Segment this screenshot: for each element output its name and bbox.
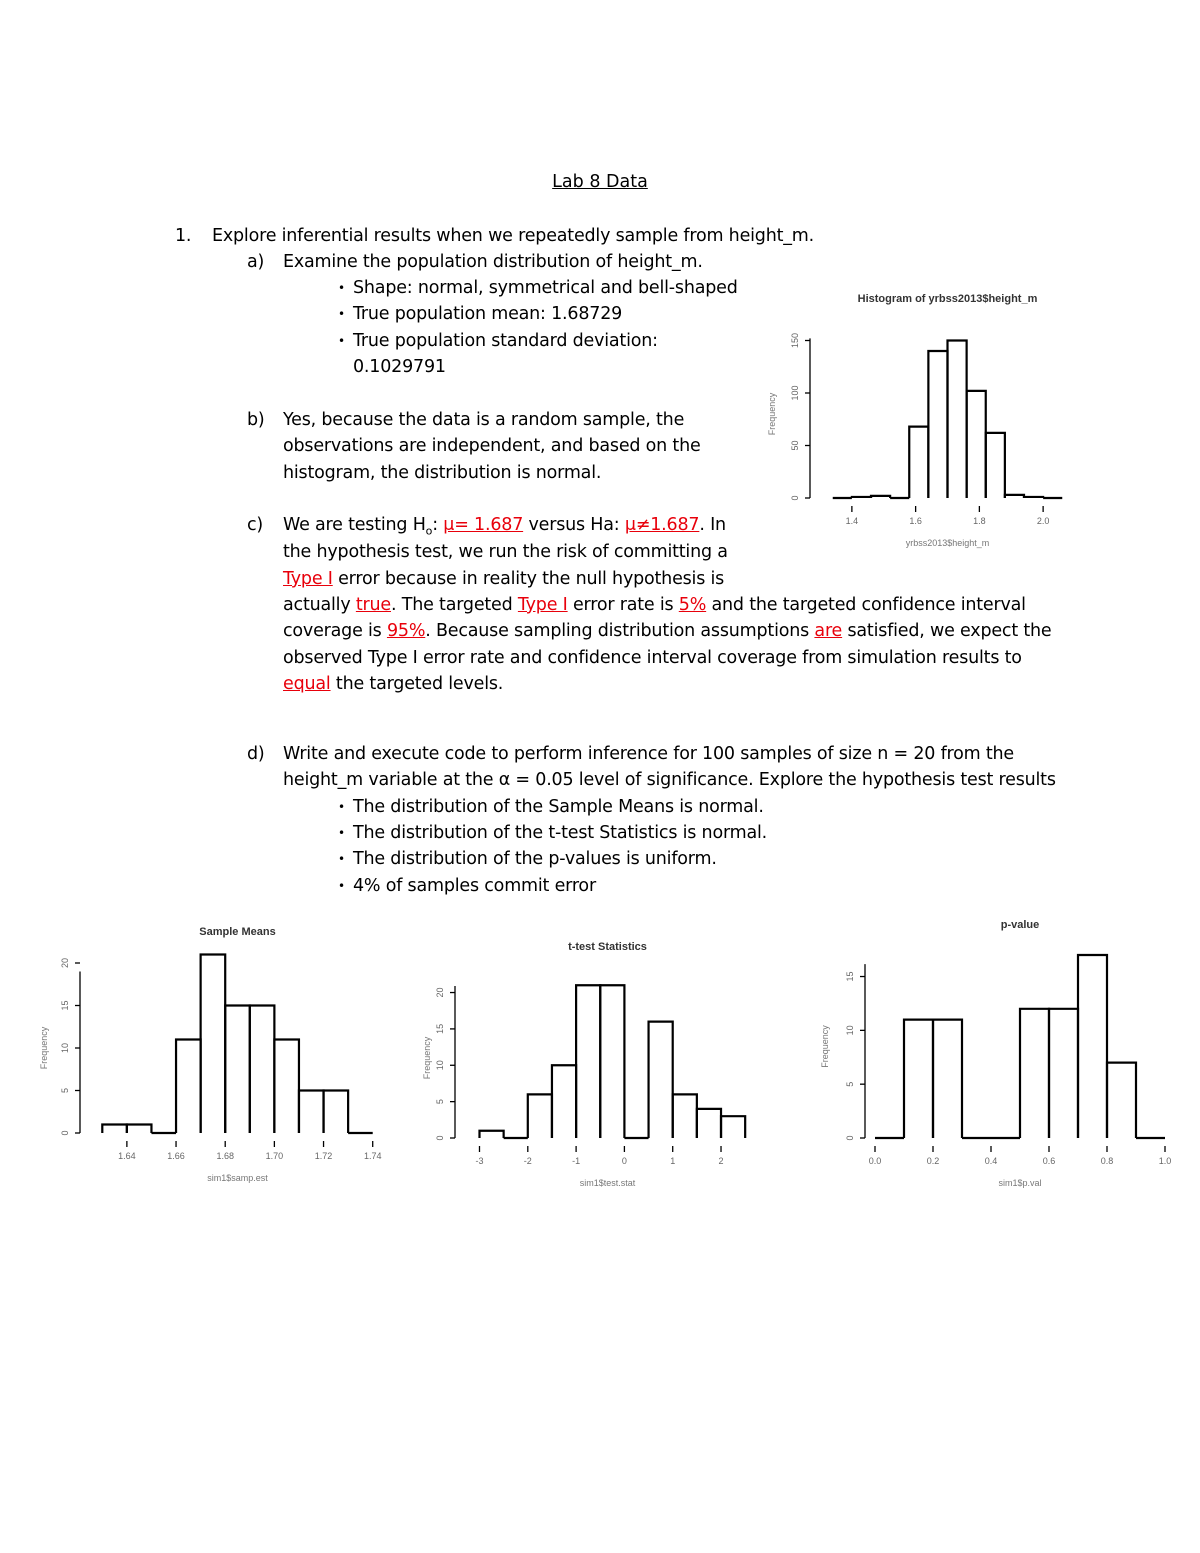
y-tick-label: 10 [845,1025,855,1036]
histogram-bar [176,1040,201,1134]
x-tick-label: 0.2 [926,1156,940,1166]
part-c-line-3: Type I error because in reality the null hypothesis is [283,569,725,589]
bullet-icon: • [338,334,346,348]
part-a-bullet-1: Shape: normal, symmetrical and bell-shaped [353,278,738,298]
part-a-text: Examine the population distribution of height_m. [283,252,703,272]
histogram-bar [649,1022,673,1138]
x-axis-label: sim1$test.stat [579,1178,636,1188]
x-tick-label: 1.6 [909,516,922,526]
x-tick-label: 1.4 [845,516,859,526]
y-tick-label: 5 [845,1081,855,1087]
y-axis-label: Frequency [39,1026,49,1070]
y-tick-label: 150 [790,332,800,349]
y-tick-label: 15 [435,1023,445,1034]
x-tick-label: 1.8 [973,516,986,526]
chart-title: Sample Means [199,926,276,938]
bullet-icon: • [338,307,346,321]
histogram-bar [528,1094,552,1138]
histogram-bar [102,1125,127,1134]
x-tick-label: 0.4 [984,1156,998,1166]
part-d-bullet-2: The distribution of the t-test Statistics is normal. [353,823,768,843]
y-tick-label: 20 [435,987,445,998]
histogram-bar [909,427,928,498]
x-tick-label: -2 [523,1156,532,1166]
histogram-bar [479,1131,503,1138]
histogram-bar [324,1091,349,1134]
histogram-bar [600,985,624,1138]
part-a-bullet-3-value: 0.1029791 [353,357,446,377]
part-b-line-2: observations are independent, and based on the [283,436,701,456]
x-tick-label: 1.64 [118,1151,136,1161]
y-tick-label: 0 [845,1135,855,1141]
histogram-bar [852,497,871,498]
bullet-icon: • [338,879,346,893]
x-tick-label: 0.8 [1100,1156,1114,1166]
x-tick-label: 1.0 [1158,1156,1172,1166]
part-a-bullet-3: True population standard deviation: [353,331,658,351]
part-d-bullet-4: 4% of samples commit error [353,876,596,896]
histogram-bar [1024,497,1043,498]
sample-means-histogram [35,915,405,1195]
histogram-bar [1107,1063,1136,1138]
y-tick-label: 100 [790,385,800,401]
histogram-bar [127,1125,152,1134]
x-tick-label: 0.6 [1042,1156,1056,1166]
document-title: Lab 8 Data [552,172,648,192]
y-axis-label: Frequency [422,1036,432,1080]
histogram-bar [928,351,947,498]
histogram-bar [576,985,600,1138]
x-axis-label: sim1$p.val [998,1178,1042,1188]
histogram-bar [986,433,1005,498]
histogram-bar [673,1094,697,1138]
histogram-bar [225,1006,250,1134]
histogram-bar [967,391,986,498]
y-tick-label: 5 [435,1099,445,1105]
x-tick-label: 0 [621,1156,627,1166]
histogram-bar [1005,495,1024,498]
part-a-bullet-2: True population mean: 1.68729 [353,304,623,324]
part-c-line-4: actually true. The targeted Type I error rate is 5% and the targeted confidence interval [283,595,1026,615]
part-b-line-3: histogram, the distribution is normal. [283,463,602,483]
bullet-icon: • [338,852,346,866]
part-d-label: d) [247,744,265,764]
y-tick-label: 20 [60,957,70,969]
part-d-line-1: Write and execute code to perform inference for 100 samples of size n = 20 from the [283,744,1014,764]
part-c-label: c) [247,515,264,535]
y-tick-label: 50 [790,440,800,451]
part-a-label: a) [247,252,265,272]
histogram-bar [201,955,226,1134]
height-histogram [745,280,1085,570]
part-d-bullet-3: The distribution of the p-values is uniform. [353,849,717,869]
x-tick-label: 0.0 [868,1156,882,1166]
x-tick-label: 1.68 [216,1151,234,1161]
x-tick-label: 2.0 [1036,516,1050,526]
part-c-line-5: coverage is 95%. Because sampling distribution assumptions are satisfied, we expect the [283,621,1052,641]
t-test-histogram [415,930,775,1195]
x-tick-label: 1.74 [363,1151,382,1161]
histogram-bar [1020,1009,1049,1138]
question-text: Explore inferential results when we repeatedly sample from height_m. [212,226,815,246]
y-tick-label: 10 [60,1042,70,1054]
part-b-line-1: Yes, because the data is a random sample, the [283,410,685,430]
bullet-icon: • [338,826,346,840]
part-c-line-6: observed Type I error rate and confidence interval coverage from simulation results to [283,648,1022,668]
y-tick-label: 0 [435,1135,445,1141]
bullet-icon: • [338,800,346,814]
histogram-bar [299,1091,324,1134]
histogram-bar [871,496,890,498]
x-tick-label: -1 [572,1156,581,1166]
chart-title: t-test Statistics [568,941,647,953]
histogram-bar [933,1020,962,1138]
histogram-bar [697,1109,721,1138]
part-d-line-2: height_m variable at the α = 0.05 level of significance. Explore the hypothesis test results [283,770,1056,790]
p-value-histogram [810,910,1180,1195]
x-tick-label: 1.66 [167,1151,185,1161]
x-tick-label: -3 [475,1156,484,1166]
part-b-label: b) [247,410,265,430]
x-tick-label: 2 [718,1156,724,1166]
y-tick-label: 0 [790,495,800,501]
histogram-bar [721,1116,745,1138]
histogram-bar [904,1020,933,1138]
bullet-icon: • [338,281,346,295]
histogram-bar [552,1065,576,1138]
part-c-line-1: We are testing $H_o$: μ= 1.687 versus Ha: μ≠1.687. In [283,515,726,538]
x-axis-label: sim1$samp.est [207,1173,268,1183]
question-number: 1. [175,226,192,246]
histogram-bar [250,1006,275,1134]
y-tick-label: 0 [60,1130,70,1136]
chart-title: Histogram of yrbss2013$height_m [857,293,1038,305]
histogram-bar [274,1040,299,1134]
y-axis-label: Frequency [820,1025,830,1068]
y-axis-label: Frequency [767,392,777,436]
y-tick-label: 5 [60,1087,70,1094]
y-tick-label: 10 [435,1060,445,1071]
part-c-line-7: equal the targeted levels. [283,674,504,694]
x-tick-label: 1.70 [265,1151,284,1161]
histogram-bar [1049,1009,1078,1138]
x-tick-label: 1 [670,1156,676,1166]
x-tick-label: 1.72 [314,1151,333,1161]
histogram-bar [948,341,967,499]
histogram-bar [1078,955,1107,1138]
y-tick-label: 15 [845,971,855,982]
y-tick-label: 15 [60,1000,70,1011]
null-hypothesis: μ= 1.687 [443,515,524,535]
part-c-line-2: the hypothesis test, we run the risk of committing a [283,542,728,562]
part-d-bullet-1: The distribution of the Sample Means is normal. [353,797,764,817]
chart-title: p-value [1000,919,1040,931]
x-axis-label: yrbss2013$height_m [905,538,990,548]
alt-hypothesis: μ≠1.687 [624,515,700,535]
